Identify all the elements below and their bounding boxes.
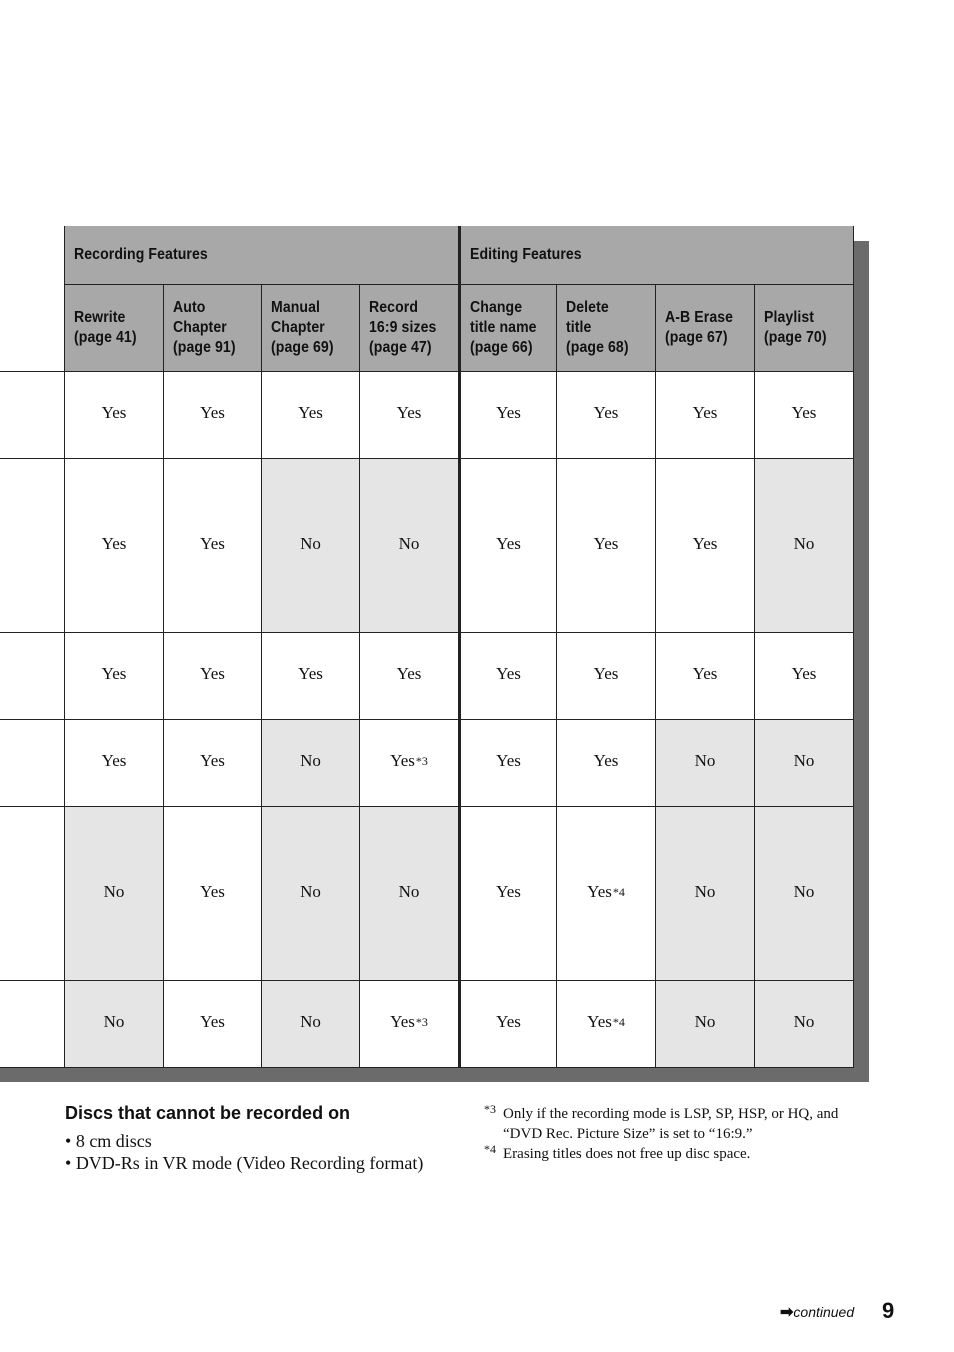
cell-value: Yes: [496, 751, 521, 770]
table-cell: [656, 459, 755, 633]
table-cell: [360, 372, 459, 459]
column-header: [164, 285, 262, 372]
footnote-text: Erasing titles does not free up disc space.: [503, 1146, 751, 1162]
cell-value: No: [694, 881, 716, 901]
footnotes: [484, 1104, 874, 1164]
cell-value: No: [398, 881, 420, 901]
table-cell: [656, 372, 755, 459]
cell-value: Yes: [791, 664, 817, 683]
cell-value: Yes: [593, 751, 619, 770]
column-header-label: Change title name (page 66): [470, 299, 537, 356]
cell-value: Yes: [101, 533, 127, 553]
table-cell: [656, 720, 755, 807]
column-header: [262, 285, 360, 372]
cell-value: Yes: [390, 751, 415, 770]
footnote-mark: *4: [484, 1142, 496, 1156]
arrow-right-icon: ➡: [780, 1304, 794, 1321]
column-header-label: A-B Erase (page 67): [665, 309, 734, 346]
table-cell: [557, 372, 656, 459]
cell-value: No: [398, 533, 420, 553]
column-header-label: Manual Chapter (page 69): [271, 299, 334, 356]
table-cell: [65, 720, 164, 807]
group-header-label: Editing Features: [470, 246, 582, 263]
table-cell: [262, 459, 360, 633]
table-cell: [65, 459, 164, 633]
table-cell: [164, 807, 262, 981]
group-header-recording: [65, 226, 459, 285]
column-header-label: Record 16:9 sizes (page 47): [369, 299, 437, 356]
footnote: [484, 1144, 874, 1164]
cell-value: No: [300, 881, 321, 901]
column-header: [557, 285, 656, 372]
column-header: [65, 285, 164, 372]
table-cell: [459, 981, 557, 1068]
row-label-blank: [0, 372, 65, 459]
column-header-label: Delete title (page 68): [566, 299, 629, 356]
cell-value: Yes: [101, 751, 127, 770]
cell-value: Yes: [496, 403, 521, 422]
table-cell: [360, 633, 459, 720]
cell-value: No: [694, 751, 716, 770]
discs-list: [65, 1130, 423, 1174]
cell-value: No: [694, 1012, 716, 1031]
table-cell: [459, 372, 557, 459]
discs-heading: Discs that cannot be recorded on: [65, 1103, 351, 1123]
table-cell: [262, 720, 360, 807]
table-cell: [164, 633, 262, 720]
cell-value: Yes: [791, 403, 817, 422]
cell-value: No: [300, 533, 321, 553]
table-cell: [557, 459, 656, 633]
cell-value: Yes: [587, 1012, 612, 1031]
continued-text: continued: [793, 1304, 855, 1320]
table-cell: [65, 807, 164, 981]
table-cell: [65, 981, 164, 1068]
table-cell: [360, 807, 459, 981]
row-label-blank: [0, 633, 65, 720]
table-cell: [755, 807, 854, 981]
table-cell: Yes *3: [360, 720, 459, 807]
cell-value: Yes: [390, 1012, 415, 1031]
column-header-label: Rewrite (page 41): [74, 309, 137, 346]
cell-value: Yes: [593, 664, 619, 683]
cell-value: Yes: [496, 1012, 521, 1031]
cell-value: Yes: [593, 533, 619, 553]
continued-label: [780, 1302, 854, 1322]
table-cell: [262, 981, 360, 1068]
table-cell: [65, 633, 164, 720]
list-item: • 8 cm discs: [65, 1130, 423, 1152]
cell-value: No: [300, 1012, 321, 1031]
cell-value: Yes: [692, 533, 718, 553]
cell-value: Yes: [496, 881, 521, 901]
table-cell: Yes *4: [557, 807, 656, 981]
footnote-text: Only if the recording mode is LSP, SP, HSP, or HQ, and “DVD Rec. Picture Size” is set to “16:9.”: [503, 1106, 839, 1142]
cell-value: Yes: [200, 403, 225, 422]
cell-value: Yes: [101, 403, 127, 422]
column-header: [656, 285, 755, 372]
column-header-label: Auto Chapter (page 91): [173, 299, 236, 356]
cell-value: Yes: [396, 664, 422, 683]
footnote-mark: *3: [484, 1102, 496, 1116]
page-number: 9: [882, 1298, 895, 1323]
list-item: • DVD-Rs in VR mode (Video Recording format): [65, 1152, 423, 1174]
table-cell: [755, 720, 854, 807]
table-cell: [262, 372, 360, 459]
row-label-blank: [0, 720, 65, 807]
cell-value: Yes: [101, 664, 127, 683]
table-cell: [557, 720, 656, 807]
column-header: [459, 285, 557, 372]
feature-table: [0, 226, 854, 1068]
table-cell: [65, 372, 164, 459]
cell-value: Yes: [692, 403, 718, 422]
cell-value: Yes: [298, 664, 323, 683]
table-cell: [755, 633, 854, 720]
cell-value: No: [793, 751, 815, 770]
cell-value: Yes: [692, 664, 718, 683]
table-cell: [656, 981, 755, 1068]
table-cell: [164, 372, 262, 459]
cell-value: Yes: [587, 881, 612, 901]
cell-value: Yes: [200, 1012, 225, 1031]
row-label-blank: [0, 981, 65, 1068]
cell-value: No: [103, 881, 125, 901]
table-cell: [755, 981, 854, 1068]
row-label-blank: [0, 459, 65, 633]
table-cell: [656, 807, 755, 981]
footnote: [484, 1104, 874, 1144]
cell-value: No: [793, 533, 815, 553]
row-label-blank: [0, 226, 65, 372]
group-header-label: Recording Features: [74, 246, 208, 263]
table-cell: [164, 720, 262, 807]
cell-value: Yes: [396, 403, 422, 422]
table-cell: [360, 459, 459, 633]
table-cell: [459, 633, 557, 720]
cell-value: Yes: [200, 664, 225, 683]
table-cell: Yes *4: [557, 981, 656, 1068]
cell-value: No: [300, 751, 321, 770]
table-cell: [164, 981, 262, 1068]
cell-value: Yes: [496, 533, 521, 553]
table-cell: [164, 459, 262, 633]
table-cell: [459, 720, 557, 807]
cell-value: Yes: [200, 881, 225, 901]
cell-value: Yes: [200, 751, 225, 770]
cell-value: Yes: [496, 664, 521, 683]
cell-value: No: [793, 1012, 815, 1031]
table-cell: [459, 807, 557, 981]
table-cell: [262, 633, 360, 720]
cell-value: No: [103, 1012, 125, 1031]
column-header-label: Playlist (page 70): [764, 309, 827, 346]
table-cell: [656, 633, 755, 720]
cell-value: No: [793, 881, 815, 901]
column-header: [360, 285, 459, 372]
table-cell: [557, 633, 656, 720]
table-cell: [755, 372, 854, 459]
cell-value: Yes: [298, 403, 323, 422]
table-cell: Yes *3: [360, 981, 459, 1068]
cell-value: Yes: [593, 403, 619, 422]
table-cell: [262, 807, 360, 981]
column-header: [755, 285, 854, 372]
group-header-editing: [459, 226, 854, 285]
row-label-blank: [0, 807, 65, 981]
table-cell: [755, 459, 854, 633]
table-cell: [459, 459, 557, 633]
cell-value: Yes: [200, 533, 225, 553]
